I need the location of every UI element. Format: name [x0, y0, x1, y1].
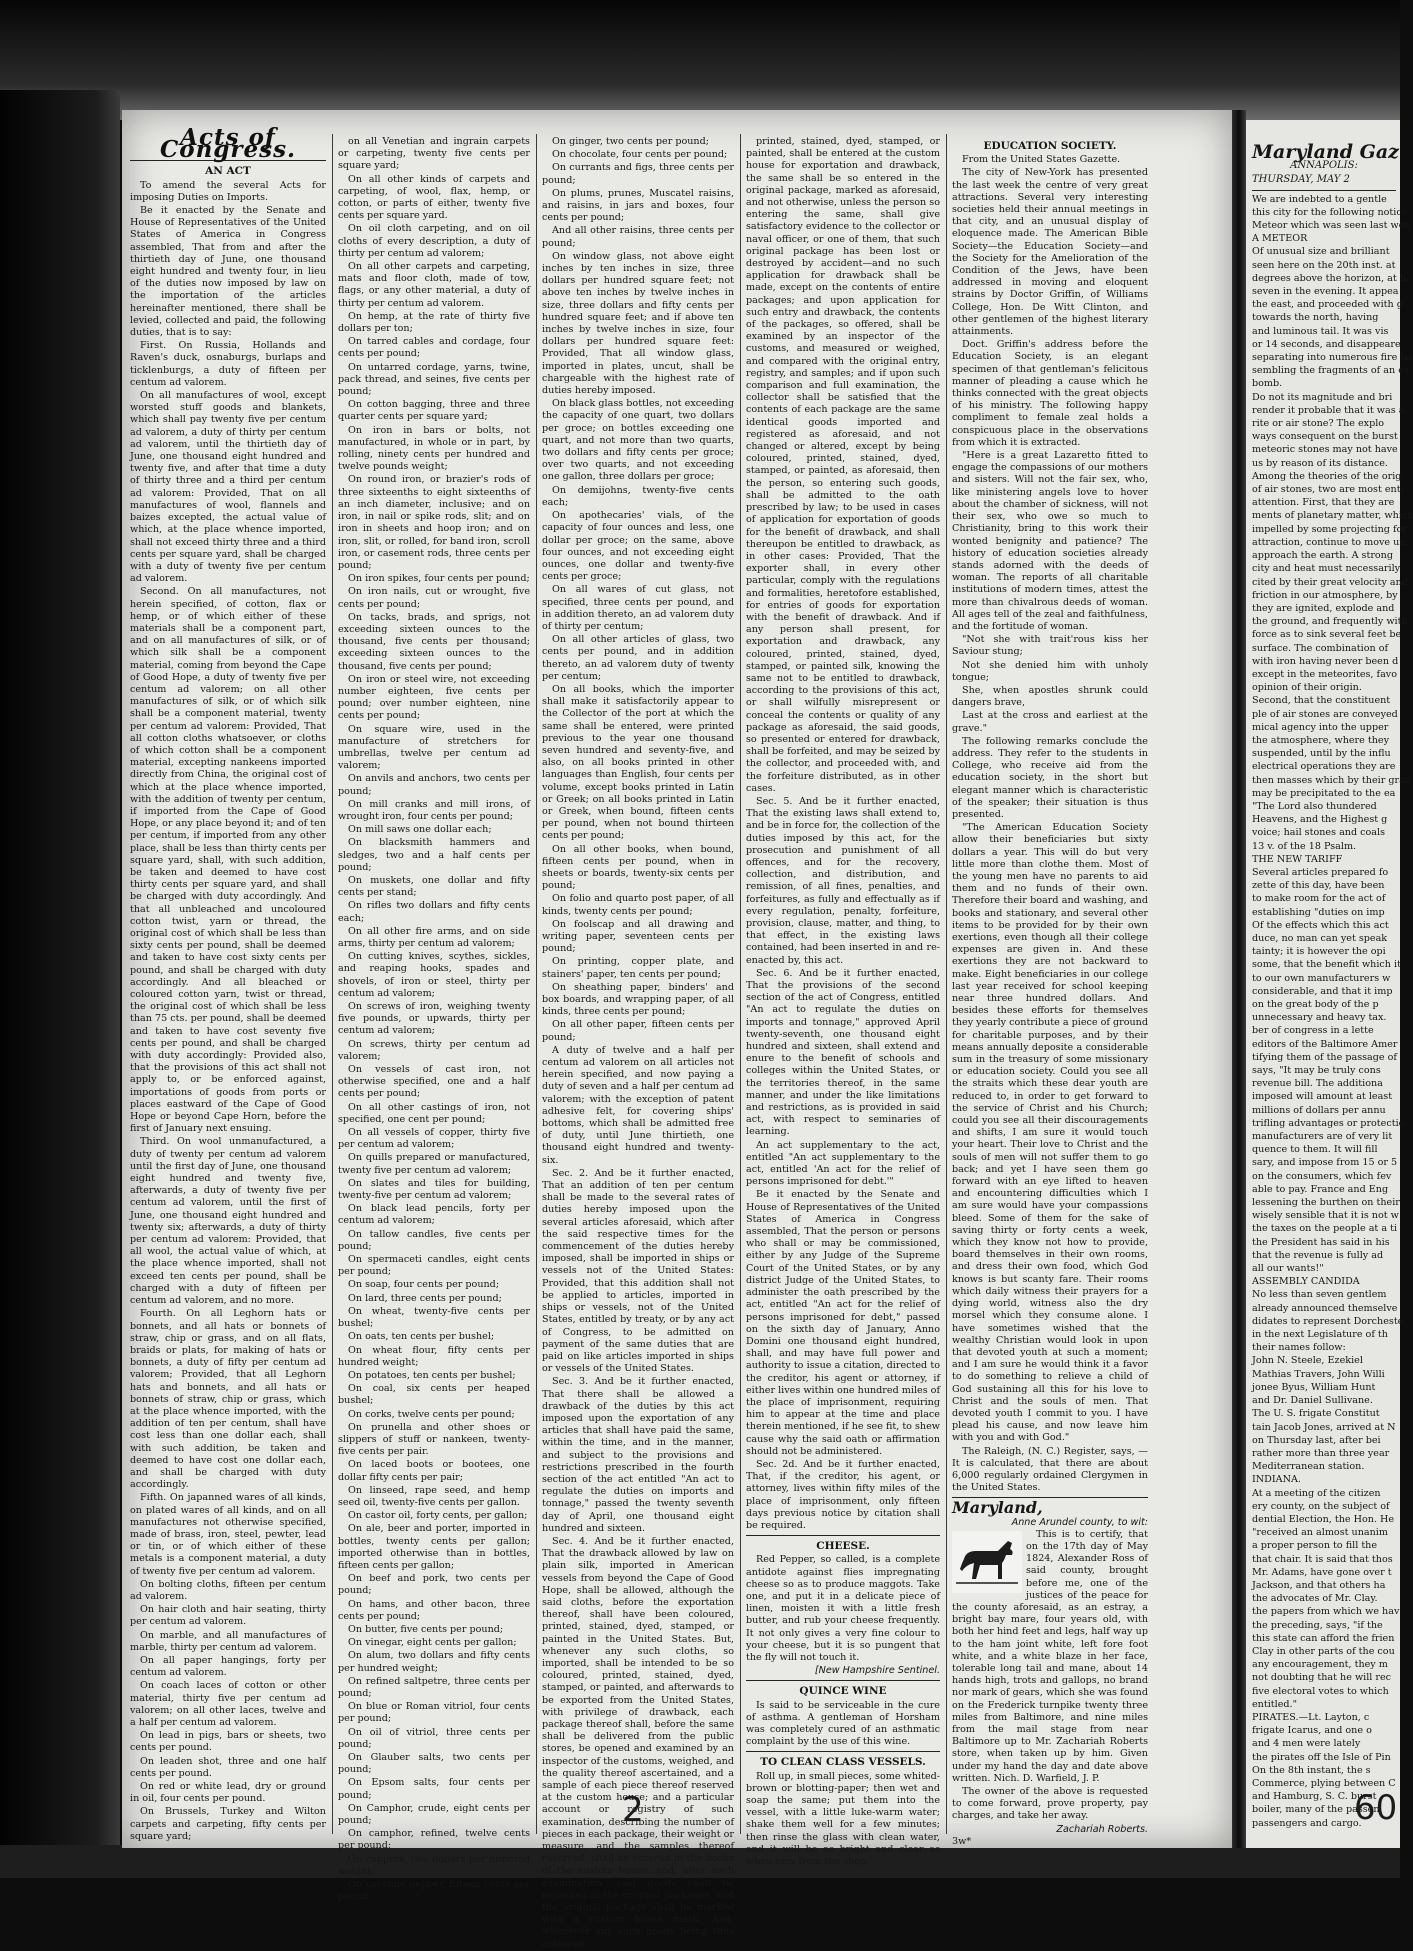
paragraph: On oats, ten cents per bushel; [348, 1331, 495, 1343]
advertisement-state: Maryland, [952, 1498, 1043, 1518]
paragraph: On refined saltpetre, three cents per pound; [338, 1675, 530, 1699]
paragraph: On butter, five cents per pound; [348, 1623, 504, 1635]
text-line: PIRATES.—Lt. Layton, c [1252, 1711, 1370, 1723]
paragraph: On window glass, not above eight inches by ten inches in size, three dollars per hundred square feet; not above ten inches by twelve inches in size, three dollars and fifty cents per hundred square feet; and if above ten inches by twelve inches in size, four dollars per hundred square feet: Provided, That all window glass, imported in plates, uncut, shall be chargeable with the highest rate of duties hereby imposed. [542, 250, 734, 397]
text-line: impelled by some projecting for [1252, 523, 1407, 535]
paragraph: And all other raisins, three cents per pound; [542, 225, 734, 249]
advertisement-notice: The owner of the above is requested to come forward, prove property, pay charges, and take her away. [952, 1786, 1148, 1822]
text-line: didates to represent Dorcheste [1252, 1315, 1404, 1327]
text-line: No less than seven gentlem [1252, 1289, 1387, 1301]
paragraph: On plums, prunes, Muscatel raisins, and raisins, in jars and boxes, four cents per pound; [542, 187, 734, 224]
text-line: approach the earth. A strong [1252, 550, 1394, 562]
divider [746, 1535, 940, 1536]
paragraph: On apothecaries' vials, of the capacity of four ounces and less, one dollar per groce; on the same, above four ounces, and not exceeding eight ounces, one dollar and twenty-five cents per groce; [542, 510, 734, 583]
paragraph: On screws, thirty per centum ad valorem; [338, 1038, 530, 1062]
text-line: and Dr. Daniel Sullivane. [1252, 1395, 1373, 1407]
text-line: the atmosphere, where they [1252, 734, 1390, 746]
text-line: voice; hail stones and coals [1252, 827, 1386, 839]
column-rule [946, 134, 947, 1834]
paragraph: On soap, four cents per pound; [348, 1279, 500, 1291]
paragraph: The city of New-York has presented the last week the centre of very great attractions. Several very interesting societies held their annual meetings in that city, and an unusual display of eloquence made. The American Bible Society—the Education Society—and the Society for the Amelioration of the Condition of the Jews, have been addressed in moving and eloquent strains by Doctor Griffin, of Williams College, Hon. De Witt Clinton, and other gentlemen of the highest literary attainments. [952, 167, 1148, 338]
paragraph: On foolscap and all drawing and writing paper, seventeen cents per pound; [542, 918, 734, 955]
text-line: "The Lord also thundered [1252, 800, 1377, 812]
text-line: Commerce, plying between C [1252, 1777, 1396, 1789]
text-line: John N. Steele, Ezekiel [1252, 1355, 1363, 1367]
paragraph: On lard, three cents per pound; [348, 1292, 502, 1304]
text-line: trifling advantages or protectio [1252, 1117, 1405, 1129]
text-line: establishing "duties on imp [1252, 906, 1385, 918]
paragraph: On black lead pencils, forty per centum ad valorem; [338, 1203, 530, 1227]
paragraph: On all wares of cut glass, not specified, three cents per pound, and in addition thereto, an ad valorem duty of thirty per centum; [542, 584, 734, 632]
paragraph: Doct. Griffin's address before the Education Society, is an elegant specimen of that gentleman's felicitous manner of pleading a cause which he thinks connected with the great objects of his ministry. The following happy compliment to female zeal holds a conspicuous place in the observations from which it is extracted. [952, 339, 1148, 448]
paragraph: On leaden shot, three and one half cents per pound. [130, 1755, 326, 1779]
paragraph: "The American Education Society allow their beneficiaries but sixty dollars a year. This will do but very little more than clothe them. Most of the young men have no parents to aid them and no funds of their own. Therefore their board and washing, and books and stationary, and several other items to be provided for by their own exertions, even though all their college expenses are given in. And these exertions they are not backward to make. Eight beneficiaries in our college last year received for school keeping near three hundred dollars. And besides these efforts for themselves they yearly contribute a piece of ground for charitable purposes, and by their means annually deposite a considerable sum in the treasury of some missionary or education society. Could you see all the straits which these dear youth are reduced to, in order to get forward to the service of Christ and his Church; could you see all their discouragements and shifts, I am sure it would touch your heart. Their love to Christ and the souls of men will not suffer them to go back; and yet I have seen them go forward with an eye lifted to heaven and encountering difficulties which I am sure would have your compassions bleed. Some of them for the sake of saving thirty or forty cents a week, which they know not how to provide, board themselves in their own rooms, and dress their own food, which God knows is but scanty fare. Their rooms which daily witness their prayers for a dying world, witness also the dry morsel which they consume alone. I have sometimes wished that the wealthy Christian would look in upon that devoted youth at such a moment; and I am sure he would think it a favor to do something to relieve a child of God sustaining all this for his love to Christ and the souls of men. That devoted youth I commit to you. I have plead his cause, and now leave him with you and with God." [952, 822, 1148, 1444]
paragraph: On red or white lead, dry or ground in oil, four cents per pound. [130, 1781, 326, 1805]
text-line: ways consequent on the burst [1252, 431, 1398, 443]
text-line: tain Jacob Jones, arrived at N [1252, 1421, 1396, 1433]
paragraph: On cotton bagging, three and three quarter cents per square yard; [338, 399, 530, 423]
paragraph: On printing, copper plate, and stainers' paper, ten cents per pound; [542, 956, 734, 980]
text-line: suspended, until by the influ [1252, 748, 1391, 760]
handwritten-mark: 60 [1354, 1788, 1398, 1828]
text-line: city and heat must necessarily [1252, 563, 1401, 575]
paragraph: On all other kinds of carpets and carpeting, of wool, flax, hemp, or cotton, or parts of either, twenty five cents per square yard. [338, 173, 530, 222]
paragraph: On square wire, used in the manufacture of stretchers for umbrellas, twelve per centum ad valorem; [338, 723, 530, 772]
divider [746, 1751, 940, 1752]
text-line: the ground, and frequently with [1252, 616, 1408, 628]
text-line: able to pay. France and Eng [1252, 1183, 1389, 1195]
text-line: revenue bill. The additiona [1252, 1078, 1383, 1090]
text-line: Several articles prepared fo [1252, 866, 1389, 878]
text-line: At a meeting of the citizen [1252, 1487, 1381, 1499]
paragraph: On potatoes, ten cents per bushel; [348, 1369, 516, 1381]
next-page-masthead: Maryland Gaz [1252, 141, 1399, 163]
text-line: degrees above the horizon, at h [1252, 272, 1406, 284]
text-line: INDIANA. [1252, 1474, 1301, 1486]
paragraph: On sheathing paper, binders' and box boards, and wrapping paper, of all kinds, three cents per pound; [542, 981, 734, 1018]
text-line: We are indebted to a gentle [1252, 193, 1387, 205]
text-line: editors of the Baltimore Amer [1252, 1038, 1398, 1050]
paragraph: On all vessels of copper, thirty five per centum ad valorem; [338, 1127, 530, 1151]
text-line: electrical operations they are [1252, 761, 1396, 773]
paragraph: On vinegar, eight cents per gallon; [348, 1637, 517, 1649]
paragraph: To amend the several Acts for imposing Duties on Imports. [130, 179, 326, 203]
text-line: Meteor which was seen last wee [1252, 220, 1411, 232]
text-line: surface. The combination of [1252, 642, 1389, 654]
paragraph: On tallow candles, five cents per pound; [338, 1228, 530, 1252]
text-line: the advocates of Mr. Clay. [1252, 1593, 1378, 1605]
paragraph: On blue or Roman vitriol, four cents per pound; [338, 1701, 530, 1725]
text-line: to make room for the act of [1252, 893, 1386, 905]
column-rule [740, 134, 741, 1834]
paragraph: On beef and pork, two cents per pound; [338, 1573, 530, 1597]
text-line: in the next Legislature of th [1252, 1329, 1388, 1341]
paragraph: On chocolate, four cents per pound; [552, 149, 728, 161]
text-line: ple of air stones are conveyed [1252, 708, 1398, 720]
text-line: on Thursday last, after bei [1252, 1434, 1381, 1446]
paragraph: On all paper hangings, forty per centum ad valorem. [130, 1654, 326, 1679]
text-line: lessening the burthen on their [1252, 1197, 1400, 1209]
quince-body: Is said to be serviceable in the cure of asthma. A gentleman of Horsham was completely cured of an asthmatic complaint by the use of this wine. [746, 1699, 940, 1748]
text-line: sembling the fragments of an ex [1252, 365, 1410, 377]
text-line: this city for the following notice [1252, 206, 1408, 218]
text-line: not doubting that he will rec [1252, 1672, 1392, 1684]
text-line: that the revenue is fully ad [1252, 1249, 1384, 1261]
text-line: cited by their great velocity and [1252, 576, 1408, 588]
paragraph: Fourth. On all Leghorn hats or bonnets, and all hats or bonnets of straw, chip or grass, and on all flats, braids or plats, for making of hats or bonnets, a duty of fifty per centum ad valorem; Provided, that all Leghorn hats and bonnets, and all hats or bonnets of straw, chip or grass, which at the place whence imported, with the addition of ten per centum, shall have cost less than one dollar each, shall with such addition, be taken and deemed to have cost one dollar each, and shall be charged with duty accordingly. [130, 1308, 326, 1491]
text-line: and luminous tail. It was vis [1252, 325, 1389, 337]
advertisement-signature: Zachariah Roberts. [1056, 1823, 1148, 1835]
paragraph: On ale, beer and porter, imported in bottles, twenty cents per gallon; imported otherwise than in bottles, fifteen cents per gallon; [338, 1523, 530, 1571]
text-line: bomb. [1252, 378, 1283, 390]
text-line: Heavens, and the Highest g [1252, 814, 1388, 826]
text-line: sary, and impose from 15 or 5 [1252, 1157, 1398, 1169]
text-line: towards the north, having [1252, 312, 1379, 324]
paragraph: On wheat flour, fifty cents per hundred weight; [338, 1344, 530, 1368]
paragraph: On anvils and anchors, two cents per pound; [338, 773, 530, 797]
text-line: may be precipitated to the ea [1252, 787, 1396, 799]
paragraph: Fifth. On japanned wares of all kinds, on plated wares of all kinds, and on all manufactures not otherwise specified, made of brass, iron, steel, pewter, lead or tin, or of which either of these metals is a component material, a duty of twenty five per centum ad valorem. [130, 1492, 326, 1577]
text-line: On the 8th instant, the s [1252, 1764, 1371, 1776]
paragraph: On oil cloth carpeting, and on oil cloths of every description, a duty of thirty per centum ad valorem; [338, 223, 530, 259]
text-line: any encouragement, they m [1252, 1659, 1388, 1671]
paragraph: On bolting cloths, fifteen per centum ad valorem. [130, 1578, 326, 1602]
paragraph: On all other fire arms, and on side arms, thirty per centum ad valorem; [338, 925, 530, 949]
paragraph: Sec. 2. And be it further enacted, That an addition of ten per centum shall be made to the several rates of duties hereby imposed upon the several articles aforesaid, which after the said respective times for the commencement of the duties hereby imposed, shall be imported in ships or vessels not of the United States: Provided, that this addition shall not be applied to articles, imported in ships or vessels, not of the United States, entitled by treaty, or by any act of Congress, to be admitted on payment of the same duties that are paid on like articles imported in ships or vessels of the United States. [542, 1167, 734, 1375]
text-line: on the consumers, which fev [1252, 1170, 1392, 1182]
paragraph: On hemp, at the rate of thirty five dollars per ton; [338, 310, 530, 335]
text-line: us by reason of its distance. [1252, 457, 1388, 469]
paragraph: From the United States Gazette. [962, 154, 1121, 166]
vessels-heading: TO CLEAN CLASS VESSELS. [760, 1756, 926, 1769]
paragraph: On Epsom salts, four cents per pound; [338, 1777, 530, 1801]
education-heading: EDUCATION SOCIETY. [983, 140, 1117, 152]
text-line: five electoral votes to which [1252, 1685, 1389, 1697]
text-line: attraction, continue to move un [1252, 536, 1406, 548]
paragraph: Second. On all manufactures, not herein specified, of cotton, flax or hemp, or of which either of these materials shall be a component part, and on all manufactures of silk, or of which silk shall be a component material, coming from beyond the Cape of Good Hope, a duty of twenty five per centum ad valorem; on all other manufactures of silk, or of which silk shall be a component material, twenty per centum ad valorem: Provided, That all cotton cloths whatsoever, or cloths of which cotton shall be a component material, excepting nankeens imported directly from China, the original cost of which at the place whence imported, with the addition of twenty per centum, if imported from the Cape of Good Hope, or any place beyond it; and of ten per centum, if imported from any other place, shall be less than thirty cents per square yard, shall, with such addition, be taken and deemed to have cost thirty cents per square yard, and shall be charged with duty accordingly. And that all unbleached and uncoloured cotton twist, yarn or thread, the original cost of which shall be less than sixty cents per pound, shall be deemed and taken to have cost sixty cents per pound, and shall be charged with duty accordingly. And all bleached or coloured cotton yarn, twist or thread, the original cost of which shall be less than 75 cts. per pound, shall be deemed and taken to have cost seventy five cents per pound, and shall be charged with duty accordingly: Provided also, that the provisions of this act shall not apply to, or be enforced against, importations of goods from ports or places eastward of the Cape of Good Hope or beyond Cape Horn, before the first of January next ensuing. [130, 586, 326, 1135]
text-line: dential Election, the Hon. He [1252, 1513, 1395, 1525]
newspaper-page [122, 110, 1232, 1950]
text-line: already announced themselve [1252, 1302, 1398, 1314]
text-line: ber of congress in a lette [1252, 1025, 1374, 1037]
paragraph: A duty of twelve and a half per centum ad valorem on all articles not herein specified, and now paying a duty of seven and a half per centum ad valorem; with the exception of patent adhesive felt, for covering ships' bottoms, which shall be admitted free of duty, until June thirtieth, one thousand eight hundred and twenty-six. [542, 1044, 734, 1166]
paragraph: On wheat, twenty-five cents per bushel; [338, 1305, 530, 1330]
column-3 [542, 136, 734, 1950]
paragraph: On coal, six cents per heaped bushel; [338, 1383, 530, 1407]
paragraph: "Here is a great Lazaretto fitted to engage the compassions of our mothers and sisters. Will not the fair sex, who, like ministering angels love to hover about the chamber of sickness, will not their sex, who owe so much to Christianity, bring to this work their wonted benignity and patience? The history of education societies already stands adorned with the deeds of woman. The reports of all charitable institutions of modern times, attest the more than chivalrous deeds of woman. All ages tell of the zeal and faithfulness, and the fortitude of woman. [952, 450, 1148, 632]
text-line: millions of dollars per annu [1252, 1104, 1386, 1116]
next-page-text [1252, 141, 1413, 1831]
text-line: rite or air stone? The explo [1252, 418, 1385, 430]
paragraph: An act supplementary to the act, entitled "An act supplementary to the act, entitled 'An act for the relief of persons imprisoned for debt.'" [746, 1139, 940, 1188]
text-line: Mathias Travers, John Willi [1252, 1368, 1385, 1380]
page-gutter [1232, 110, 1246, 1848]
text-line: Of the effects which this act [1252, 919, 1389, 931]
text-line: Clay in other parts of the cou [1252, 1645, 1395, 1657]
text-line: the taxes on the people at a ti [1252, 1223, 1398, 1235]
paragraph: On corks, twelve cents per pound; [348, 1408, 515, 1420]
paragraph: On all manufactures of wool, except worsted stuff goods and blankets, which shall pay twenty five per centum ad valorem, a duty of thirty per centum ad valorem, until the thirtieth day of June, one thousand eight hundred and twenty five, and after that time a duty of thirty three and a third per centum ad valorem: Provided, That on all manufactures of wool, flannels and baizes excepted, the actual value of which, at the place whence imported, shall not exceed thirty three and a third cents per square yard, shall be charged with a duty of twenty five per centum ad valorem. [130, 390, 326, 585]
text-line: quence to them. It will fill [1252, 1144, 1378, 1156]
paragraph: On quills prepared or manufactured, twenty five per centum ad valorem; [338, 1152, 530, 1176]
paragraph: On black glass bottles, not exceeding the capacity of one quart, two dollars per groce; on bottles exceeding one quart, and not more than two quarts, two dollars and fifty cents per groce; over two quarts, and not exceeding one gallon, three dollars per groce; [542, 398, 734, 483]
text-line: "received an almost unanim [1252, 1527, 1388, 1539]
paragraph: Be it enacted by the Senate and House of Representatives of the United States of America in Congress assembled, That the person or persons who shall or may be commissioned, either by any Judge of the Supreme Court of the United States, or by any district Judge of the United States, to administer the oath prescribed by the act, entitled "An act for the relief of persons imprisoned for debt," passed on the sixth day of January, Anno Domini one thousand eight hundred, shall, and may have full power and authority to issue a citation, directed to the creditor, his agent or attorney, if either lives within one hundred miles of the place of imprisonment, requiring him to appear at the time and place therein mentioned, if he see fit, to shew cause why the said oath or affirmation should not be administered. [746, 1189, 940, 1457]
paragraph: on all Venetian and ingrain carpets or carpeting, twenty five cents per square yard; [338, 136, 530, 172]
paragraph: On alum, two dollars and fifty cents per hundred weight; [338, 1650, 530, 1674]
microfilm-border-left [0, 90, 120, 1878]
text-line: and 4 men were lately [1252, 1738, 1361, 1750]
paragraph: On hams, and other bacon, three cents per pound; [338, 1598, 530, 1622]
paragraph: On lead in pigs, bars or sheets, two cents per pound. [130, 1730, 326, 1754]
paragraph: On tacks, brads, and sprigs, not exceeding sixteen ounces to the thousand, five cents per thousand; exceeding sixteen ounces to the thousand, five cents per pound; [338, 611, 530, 672]
column-5-body [952, 154, 1148, 1494]
text-line: mical agency into the upper [1252, 721, 1389, 733]
paragraph: On all other paper, fifteen cents per pound; [542, 1019, 734, 1043]
paragraph: On iron or steel wire, not exceeding number eighteen, five cents per pound; over number eighteen, nine cents per pound; [338, 673, 530, 722]
quince-heading: QUINCE WINE [799, 1685, 887, 1698]
column-rule [536, 134, 537, 1834]
text-line: seven in the evening. It appea [1252, 286, 1399, 298]
text-line: ments of planetary matter, which [1252, 510, 1413, 522]
paragraph: On iron in bars or bolts, not manufactured, in whole or in part, by rolling, ninety cents per hundred and twelve pounds weight; [338, 424, 530, 473]
text-line: considerable, and that it imp [1252, 985, 1393, 997]
text-line: friction in our atmosphere, by [1252, 589, 1398, 601]
column-1-body [130, 180, 326, 1843]
text-line: wisely sensible that it is not w [1252, 1210, 1399, 1222]
paragraph: On Camphor, crude, eight cents per pound; [338, 1802, 530, 1827]
text-line: ASSEMBLY CANDIDA [1252, 1276, 1360, 1288]
paragraph: On vessels of cast iron, not otherwise specified, one and a half cents per pound; [338, 1064, 530, 1100]
paragraph: On muskets, one dollar and fifty cents per stand; [338, 874, 530, 899]
paragraph: The Raleigh, (N. C.) Register, says, —It is calculated, that there are about 6,000 regularly ordained Clergymen in the United States. [952, 1445, 1148, 1494]
paragraph: On prunella and other shoes or slippers of stuff or nankeen, twenty-five cents per pair. [338, 1421, 530, 1458]
paragraph: On untarred cordage, yarns, twine, pack thread, and seines, five cents per pound; [338, 361, 530, 398]
paragraph: First. On Russia, Hollands and Raven's duck, osnaburgs, burlaps and ticklenburgs, a duty of fifteen per centum ad valorem. [130, 340, 326, 388]
text-line: seen here on the 20th inst. at [1252, 259, 1396, 271]
text-line: with iron having never been d [1252, 655, 1399, 667]
paragraph: On currants and figs, three cents per pound; [542, 162, 734, 186]
paragraph: On folio and quarto post paper, of all kinds, twenty cents per pound; [542, 893, 734, 917]
text-line: the President has said in his [1252, 1236, 1390, 1248]
text-line: Do not its magnitude and bri [1252, 391, 1393, 403]
paragraph: On laced boots or bootees, one dollar fifty cents per pair; [338, 1459, 530, 1483]
act-heading: AN ACT [205, 165, 251, 178]
text-line: force as to sink several feet be [1252, 629, 1402, 641]
vessels-body: Roll up, in small pieces, some whited-brown or blotting-paper; then wet and soap the same; put them into the vessel, with a little luke-warm water; shake them well for a few minutes; then rinse the glass with clean water, and it will be as bright and clear as when new from the shop. [746, 1770, 940, 1868]
cheese-heading: CHEESE. [816, 1540, 870, 1553]
text-line: a proper person to fill the [1252, 1540, 1378, 1552]
paragraph: Sec. 6. And be it further enacted, That the provisions of the second section of the act of Congress, entitled "An act to regulate the duties on imports and tonnage," approved April twenty-seventh, one thousand eight hundred and sixteen, shall extend and enure to the benefit of schools and colleges within the United States, or the territories thereof, in the same manner, and under the like limitations and restrictions, as is provided in said act, with respect to seminaries of learning. [746, 967, 940, 1138]
text-line: or 14 seconds, and disappeare [1252, 338, 1401, 350]
paragraph: On Brussels, Turkey and Wilton carpets and carpeting, fifty cents per square yard; [130, 1806, 326, 1842]
column-4 [746, 136, 940, 1868]
paragraph: On oil of vitriol, three cents per pound; [338, 1726, 530, 1750]
text-line: this state can afford the frien [1252, 1632, 1395, 1644]
handwritten-mark: 2 [622, 1790, 644, 1830]
paragraph: Sec. 5. And be it further enacted, That the existing laws shall extend to, and be in force for, the collection of the duties imposed by this act, for the prosecution and punishment of all offences, and for the recovery, collection, and distribution, and remission, of all fines, penalties, and forfeitures, as fully and effectually as if every regulation, penalty, forfeiture, provision, clause, matter, and thing, to that effect, in the existing laws contained, had been inserted in and re-enacted by, this act. [746, 795, 940, 966]
advertisement-county: Anne Arundel county, to wit: [1011, 1516, 1148, 1528]
text-line: ery county, on the subject of [1252, 1500, 1390, 1512]
paragraph: On all other castings of iron, not specified, one cent per pound; [338, 1101, 530, 1125]
microfilm-border-top [0, 0, 1400, 120]
text-line: to our own manufacturers w [1252, 972, 1391, 984]
text-line: Mediterranean station. [1252, 1461, 1365, 1473]
text-line: some, that the benefit which it [1252, 959, 1401, 971]
text-line: zette of this day, have been [1252, 880, 1385, 892]
text-line: A METEOR [1252, 233, 1308, 245]
paragraph: On blacksmith hammers and sledges, two and a half cents per pound; [338, 837, 530, 873]
paragraph: Sec. 2d. And be it further enacted, That, if the creditor, his agent, or attorney, lives within fifty miles of the place of imprisonment, only fifteen days previous notice by citation shall be required. [746, 1458, 940, 1531]
text-line: the pirates off the Isle of Pin [1252, 1751, 1391, 1763]
paragraph: On round iron, or brazier's rods of three sixteenths to eight sixteenths of an inch diameter, inclusive; and on iron, in nail or spike rods, slit; and on iron in sheets and hoop iron; and on iron, slit, or rolled, for band iron, scroll iron, or casement rods, three cents per pound; [338, 474, 530, 571]
paragraph: Last at the cross and earliest at the grave." [952, 710, 1148, 734]
paragraph: On mill cranks and mill irons, of wrought iron, four cents per pound; [338, 798, 530, 822]
text-line: attention. First, that they are [1252, 497, 1395, 509]
text-line: boiler, many of the passen [1252, 1804, 1380, 1816]
paragraph: Sec. 4. And be it further enacted, That the drawback allowed by law on plain silk, imported in American vessels from beyond the Cape of Good Hope, shall be allowed, although the said cloths, before the exportation thereof, shall have been coloured, printed, stained, dyed, stamped, or painted in the United States. But, whenever any such cloths, so imported, shall be intended to be so coloured, printed, stained, dyed, stamped, or painted, and afterwards to be exported from the United States, with privilege of drawback, each package thereof shall, before the same shall be delivered from the public stores, be opened and examined by an inspector of the customs, weighed, and the quality thereof ascertained, and a sample of each piece thereof reserved at the custom house; and a particular account or registry of such examination, describing the number of pieces in each package, their weight or measure, and the samples thereof reserved, shall be entered in the books of the custom house; and, after such examination, said goods shall be repacked in the original packages, and the original package shall be marked with a custom house mark. And, whenever any such goods being thus coloured, [542, 1535, 734, 1950]
text-line: the east, and proceeded with g [1252, 299, 1403, 311]
text-line: frigate Icarus, and one o [1252, 1725, 1372, 1737]
text-line: and Hamburg, S. C. burst [1252, 1791, 1377, 1803]
paragraph: Sec. 3. And be it further enacted, That there shall be allowed a drawback of the duties by this act imposed upon the exportation of any articles that shall have paid the same, within the time, and in the manner, and subject to the provisions and restrictions prescribed in the fourth section of the act entitled "An act to regulate the duties on imports and tonnage," passed the twenty seventh day of April, one thousand eight hundred and sixteen. [542, 1376, 734, 1534]
advertisement-body: This is to certify, that on the 17th day of May 1824, Alexander Ross of said county, brought before me, one of the justices of the peace for the county aforesaid, as an estray, a bright bay mare, four years old, with both her hind feet and legs, half way up to the ham joint white, left fore foot white, and a white blaze in her face, tolerable long tail and mane, about 14 hands high, trots and gallops, no brand nor mark of gears, which she was found on the Frederick turnpike twenty three miles from Baltimore, and nine miles from the mail stage from near Baltimore up to Mr. Zachariah Roberts store, when taken up by him. Given under my hand the day and date above written. Nich. D. Warfield, J. P. [952, 1528, 1148, 1784]
section-title: Acts of Congress. [159, 124, 297, 164]
text-line: THE NEW TARIFF [1252, 853, 1343, 865]
paragraph: On all other carpets and carpeting, mats and floor cloth, made of tow, flags, or any other material, a duty of thirty per centum ad valorem. [338, 261, 530, 309]
column-1 [130, 124, 326, 1842]
paragraph: Not she denied him with unholy tongue; [952, 659, 1148, 683]
paragraph: On cayenne pepper, fifteen cents per pound; [338, 1879, 530, 1903]
divider [746, 1680, 940, 1681]
text-line: all our wants!" [1252, 1263, 1324, 1275]
text-line: says, "It may be truly cons [1252, 1065, 1381, 1077]
paragraph: Be it enacted by the Senate and House of Representatives of the United States of America in Congress assembled, That from and after the thirtieth day of June, one thousand eight hundred and twenty four, in lieu of the duties now imposed by law on the importation of the articles hereinafter mentioned, there shall be levied, collected and paid, the following duties, that is to say: [130, 205, 326, 339]
paragraph: On cutting knives, scythes, sickles, and reaping hooks, spades and shovels, of iron or steel, thirty per centum ad valorem; [338, 951, 530, 999]
paragraph: On hair cloth and hair seating, thirty per centum ad valorem. [130, 1604, 326, 1628]
text-line: duce, no man can yet speak [1252, 932, 1388, 944]
paragraph: On Glauber salts, two cents per pound; [338, 1752, 530, 1776]
column-4-body [746, 136, 940, 1532]
text-line: Jackson, and that others ha [1252, 1579, 1386, 1591]
cheese-source: [New Hampshire Sentinel. [814, 1665, 940, 1677]
paragraph: On coach laces of cotton or other material, thirty five per centum ad valorem; on all other laces, twelve and a half per centum ad valorem. [130, 1680, 326, 1728]
text-line: then masses which by their grav [1252, 774, 1411, 786]
horse-woodcut-icon [952, 1531, 1022, 1593]
paragraph: On rifles two dollars and fifty cents each; [338, 900, 530, 924]
paragraph: On iron nails, cut or wrought, five cents per pound; [338, 586, 530, 610]
text-line: imposed will amount at least [1252, 1091, 1393, 1103]
next-page-dateline: ANNAPOLIS: [1290, 160, 1358, 172]
text-line: on the great body of the p [1252, 999, 1379, 1010]
next-page-fragment [1246, 120, 1413, 1848]
text-line: unnecessary and heavy tax. [1252, 1012, 1387, 1024]
text-line: rather more than three year [1252, 1447, 1390, 1459]
paragraph: On marble, and all manufactures of marble, thirty per centum ad valorem. [130, 1629, 326, 1653]
paragraph: On coppers, two dollars per hundred weight; [338, 1853, 530, 1877]
paragraph: On screws of iron, weighing twenty five pounds, or upwards, thirty per centum ad valorem; [338, 1001, 530, 1037]
text-line: manufacturers are of very lit [1252, 1131, 1393, 1143]
column-3-body [542, 136, 734, 1951]
text-line: except in the meteorites, favo [1252, 668, 1398, 680]
text-line: they are ignited, explode and [1252, 602, 1395, 614]
cheese-body: Red Pepper, so called, is a complete antidote against flies impregnating cheese so as to produce maggots. Take one, and put it in a delicate piece of linen, moisten it with a little fresh butter, and rub your cheese frequently. It not only gives a very fine colour to your cheese, but it is so pungent that the fly will not touch it. [746, 1554, 940, 1663]
paragraph: On demijohns, twenty-five cents each; [542, 484, 734, 508]
paragraph: On slates and tiles for building, twenty-five per centum ad valorem; [338, 1177, 530, 1202]
paragraph: printed, stained, dyed, stamped, or painted, shall be entered at the custom house for exportation and drawback, the same shall be so entered in the original package, marked as aforesaid, and not otherwise, unless the person so entering the same, shall give satisfactory evidence to the collector or naval officer, or one of them, that such original package has been lost or destroyed by accident—and no such application for drawback shall be made, except on the contents of entire packages; and upon application for such entry and drawback, the contents of the packages, so offered, shall be examined by an inspector of the customs, and measured or weighed, and compared with the original entry, registry, and samples; and if upon such comparison and full examination, the collector shall be satisfied that the contents of each package are the same identical goods imported and registered as aforesaid, and not changed or altered, except by being coloured, printed, stained, dyed, stamped, or painted, as aforesaid, then the person, so entering such goods, shall be admitted to the oath prescribed by law; to be used in cases of application for exportation of goods for the benefit of drawback, and shall thereupon be entitled to drawback, as in other cases: Provided, That the exporter shall, in every other particular, comply with the regulations and formalities, heretofore established, for entries of goods for exportation with the benefit of drawback. And if any person shall present, for exportation and drawback, any coloured, printed, stained, dyed, stamped, or painted silk, knowing the same not to be entitled to drawback, according to the provisions of this act, or shall wilfully misrepresent or conceal the contents or quality of any package as aforesaid, the said goods, so presented or entered for drawback, shall be forfeited, and may be seized by the collector, and proceeded with, and the forfeiture distributed, as in other cases. [746, 136, 940, 794]
text-line: Second, that the constituent [1252, 695, 1391, 707]
paragraph: On linseed, rape seed, and hemp seed oil, twenty-five cents per gallon. [338, 1484, 530, 1508]
text-line: their names follow: [1252, 1342, 1346, 1354]
paragraph: On mill saws one dollar each; [348, 824, 492, 836]
text-line: Of unusual size and brilliant [1252, 246, 1390, 258]
text-line: tainty; it is however the opi [1252, 946, 1386, 958]
next-page-lines [1252, 193, 1413, 1830]
text-line: the preceding, says, "if the [1252, 1619, 1383, 1631]
text-line: Mr. Adams, have gone over t [1252, 1566, 1392, 1578]
text-line: tifying them of the passage of [1252, 1051, 1397, 1063]
paragraph: The following remarks conclude the address. They refer to the students in College, who receive aid from the education society, in the short but elegant manner which is characteristic of the speaker; their situation is thus presented. [952, 735, 1148, 820]
paragraph: On castor oil, forty cents, per gallon; [348, 1510, 528, 1522]
paragraph: Third. On wool unmanufactured, a duty of twenty per centum ad valorem until the first day of June, one thousand eight hundred and twenty five, afterwards, a duty of twenty five per centum ad valorem, until the first of June, one thousand eight hundred and twenty six; afterwards, a duty of thirty per centum ad valorem: Provided, that all wool, the actual value of which, at the place whence imported, shall not exceed ten cents per pound, shall be charged with a duty of fifteen per centum ad valorem, and no more. [130, 1136, 326, 1307]
paragraph: On iron spikes, four cents per pound; [348, 573, 530, 585]
paragraph: She, when apostles shrunk could dangers brave, [952, 684, 1148, 709]
paragraph: On spermaceti candles, eight cents per pound; [338, 1254, 530, 1278]
text-line: Among the theories of the orig [1252, 470, 1402, 482]
text-line: passengers and cargo. [1252, 1817, 1362, 1829]
divider [1252, 190, 1396, 191]
text-line: separating into numerous fire ba [1252, 352, 1413, 364]
text-line: that chair. It is said that thos [1252, 1553, 1393, 1565]
column-5 [952, 136, 1148, 1847]
paragraph: On all other books, when bound, fifteen cents per pound, when in sheets or boards, twenty-six cents per pound; [542, 843, 734, 892]
column-2-body [338, 136, 530, 1903]
text-line: render it probable that it was a [1252, 404, 1405, 416]
text-line: jonee Byus, William Hunt [1252, 1381, 1376, 1393]
text-line: of air stones, two are most enti [1252, 484, 1404, 496]
text-line: entitled." [1252, 1698, 1297, 1710]
next-page-date: THURSDAY, MAY 2 [1252, 174, 1350, 186]
advertisement-code: 3w* [952, 1835, 972, 1847]
text-line: meteoric stones may not have [1252, 444, 1398, 456]
text-line: 13 v. of the 18 Psalm. [1252, 840, 1357, 852]
text-line: The U. S. frigate Constitut [1252, 1408, 1380, 1420]
paragraph: On all other articles of glass, two cents per pound, and in addition thereto, an ad valorem duty of twenty per centum; [542, 634, 734, 682]
paragraph: "Not she with trait'rous kiss her Saviour stung; [952, 634, 1148, 658]
text-line: the papers from which we hav [1252, 1606, 1400, 1618]
text-line: opinion of their origin. [1252, 682, 1362, 694]
column-2 [338, 136, 530, 1903]
paragraph: On all books, which the importer shall make it satisfactorily appear to the Collector of the port at which the same shall be entered, were printed previous to the year one thousand seven hundred and seventy-five, and also, on all books printed in other languages than English, four cents per volume, except books printed in Latin or Greek; on all books printed in Latin or Greek, when bound, fifteen cents per pound, when not bound thirteen cents per pound; [542, 683, 734, 842]
paragraph: On tarred cables and cordage, four cents per pound; [338, 336, 530, 360]
column-rule [332, 134, 333, 1834]
paragraph: On camphor, refined, twelve cents per pound; [338, 1828, 530, 1852]
paragraph: On ginger, two cents per pound; [552, 136, 709, 147]
